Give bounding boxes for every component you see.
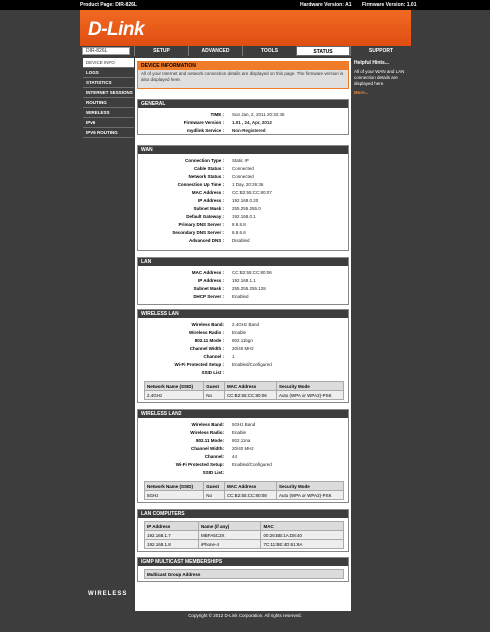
device-info-box	[137, 61, 349, 89]
wlan-row: Wireless Band: 2.4GHz Band	[191, 322, 260, 327]
ssid-table	[144, 381, 344, 400]
table-header-row: IP Address Name (if any) MAC	[145, 522, 344, 531]
wan-row: Advanced DNS : Disabled	[188, 238, 250, 243]
wlan2-row: Wireless Band: 5GHz Band	[191, 422, 256, 427]
lan-row: Subnet Mask : 255.255.255.128	[193, 286, 266, 291]
tab-setup[interactable]: SETUP	[134, 46, 188, 56]
lan-row: IP Address : 192.168.1.1	[197, 278, 256, 283]
help-more-link[interactable]: More...	[354, 90, 369, 95]
help-panel	[352, 58, 411, 98]
wan-row: Network Status : Connected	[188, 174, 254, 179]
wlan-row: Wireless Radio : Enable	[189, 330, 247, 335]
wan-row: IP Address : 192.168.0.20	[197, 198, 259, 203]
lan-computers-section	[137, 509, 349, 552]
wan-row: Connection Up Time : 1 Day, 20:26:36	[177, 182, 264, 187]
wlan-row: 802.11 Mode : 802.11bgn	[194, 338, 253, 343]
lan-computers-title: LAN COMPUTERS	[138, 510, 348, 518]
sidebar-item-internet-sessions[interactable]: INTERNET SESSIONS	[83, 88, 134, 98]
hardware-version: Hardware Version: A1	[300, 2, 352, 8]
wan-row: Cable Status : Connected	[193, 166, 254, 171]
wan-title: WAN	[138, 146, 348, 154]
wan-row: Secondary DNS Server : 8.8.6.6	[172, 230, 246, 235]
help-body: All of your WAN and LAN connection details are displayed here.	[354, 69, 405, 86]
table-row: 2.4GHz No CC:B2:55:CC:80:06 Auto (WPA or WPA2)-PSK	[145, 391, 344, 400]
device-info-text: All of your Internet and network connection details are displayed on this page. The firmware version is also displayed here.	[141, 71, 344, 82]
igmp-table	[144, 569, 344, 579]
wlan2-row: Channel Width: 20/40 MHz	[191, 446, 254, 451]
wlan-row: Wi-Fi Protected Setup : Enabled/Configured	[174, 362, 272, 367]
sidebar-item-wireless[interactable]: WIRELESS	[83, 108, 134, 118]
ssid-table-2	[144, 481, 344, 500]
sidebar-item-device-info[interactable]: DEVICE INFO	[83, 58, 134, 68]
firmware-version: Firmware Version: 1.01	[362, 2, 417, 8]
wlan2-row: 802.11 Mode: 802.11na	[195, 438, 251, 443]
lan-section	[137, 257, 349, 305]
wan-row: Primary DNS Server : 8.8.8.8	[178, 222, 246, 227]
header-banner	[80, 10, 411, 46]
device-info-title: DEVICE INFORMATION	[138, 62, 348, 70]
tab-status[interactable]: STATUS	[296, 46, 350, 56]
product-page-label: Product Page: DIR-826L	[80, 2, 137, 8]
tab-advanced[interactable]: ADVANCED	[188, 46, 242, 56]
wlan2-row: SSID List:	[202, 470, 224, 475]
wireless-footer-logo: WIRELESS	[88, 591, 128, 597]
wlan2-row: Wi-Fi Protected Setup: Enabled/Configured	[175, 462, 272, 467]
lan-computers-table	[144, 521, 344, 549]
table-header-row: Network Name (SSID) Guest MAC Address Security Mode	[145, 482, 344, 491]
wan-row: Default Gateway : 192.168.0.1	[186, 214, 256, 219]
general-title: GENERAL	[138, 100, 348, 108]
wireless-lan2-title: WIRELESS LAN2	[138, 410, 348, 418]
tab-support[interactable]: SUPPORT	[350, 46, 411, 56]
help-title: Helpful Hints...	[354, 60, 389, 66]
general-section	[137, 99, 349, 135]
sidebar-item-statistics[interactable]: STATISTICS	[83, 78, 134, 88]
wireless-lan2-section	[137, 409, 349, 503]
table-row: 192.168.1.7 MBFA5C3X 00:26:BB:1A:D8:40	[145, 531, 344, 540]
table-header-row: Network Name (SSID) Guest MAC Address Security Mode	[145, 382, 344, 391]
sidebar-item-logs[interactable]: LOGS	[83, 68, 134, 78]
wlan-row: SSID List :	[201, 370, 224, 375]
lan-title: LAN	[138, 258, 348, 266]
wan-row: MAC Address : CC:B2:55:CC:80:07	[191, 190, 272, 195]
wlan-row: Channel Width : 20/40 MHz	[189, 346, 254, 351]
wlan2-row: Wireless Radio: Enable	[190, 430, 247, 435]
top-bar	[0, 0, 490, 10]
igmp-title: IGMP MULTICAST MEMBERSHIPS	[138, 558, 348, 566]
tab-tools[interactable]: TOOLS	[242, 46, 296, 56]
wlan-row: Channel : 1	[203, 354, 235, 359]
copyright-text: Copyright © 2012 D-Link Corporation. All rights reserved.	[188, 613, 302, 618]
general-row: Firmware Version : 1.01 , 24, Apr, 2012	[183, 120, 272, 125]
general-row: mydlink Service : Non-Registered	[186, 128, 266, 133]
wireless-lan-section	[137, 309, 349, 403]
igmp-section	[137, 557, 349, 582]
sidebar-item-ipv6[interactable]: IPv6	[83, 118, 134, 128]
wan-row: Connection Type : Static IP	[185, 158, 249, 163]
lan-row: MAC Address : CC:B2:55:CC:80:06	[191, 270, 272, 275]
wan-row: Subnet Mask : 255.255.255.0	[193, 206, 261, 211]
wlan2-row: Channel: 44	[204, 454, 238, 459]
main-nav	[80, 46, 411, 56]
table-row: 192.168.1.8 iPhone-4 7C:11:BE:4D:61:9A	[145, 540, 344, 549]
sidebar-item-routing[interactable]: ROUTING	[83, 98, 134, 108]
general-row: TIME : Sun Jan, 2, 2011 20:32:45	[210, 112, 285, 117]
model-label: DIR-826L	[82, 47, 130, 55]
table-row: 5GHz No CC:B2:55:CC:80:08 Auto (WPA or WPA2)-PSK	[145, 491, 344, 500]
sidebar-item-ipv6-routing[interactable]: IPV6 ROUTING	[83, 128, 134, 138]
wireless-lan-title: WIRELESS LAN	[138, 310, 348, 318]
lan-row: DHCP Server : Enabled	[193, 294, 249, 299]
dlink-logo: D-Link	[88, 19, 145, 40]
sidebar	[83, 58, 134, 138]
wan-section	[137, 145, 349, 251]
table-header-row: Multicast Group Address	[145, 570, 344, 579]
